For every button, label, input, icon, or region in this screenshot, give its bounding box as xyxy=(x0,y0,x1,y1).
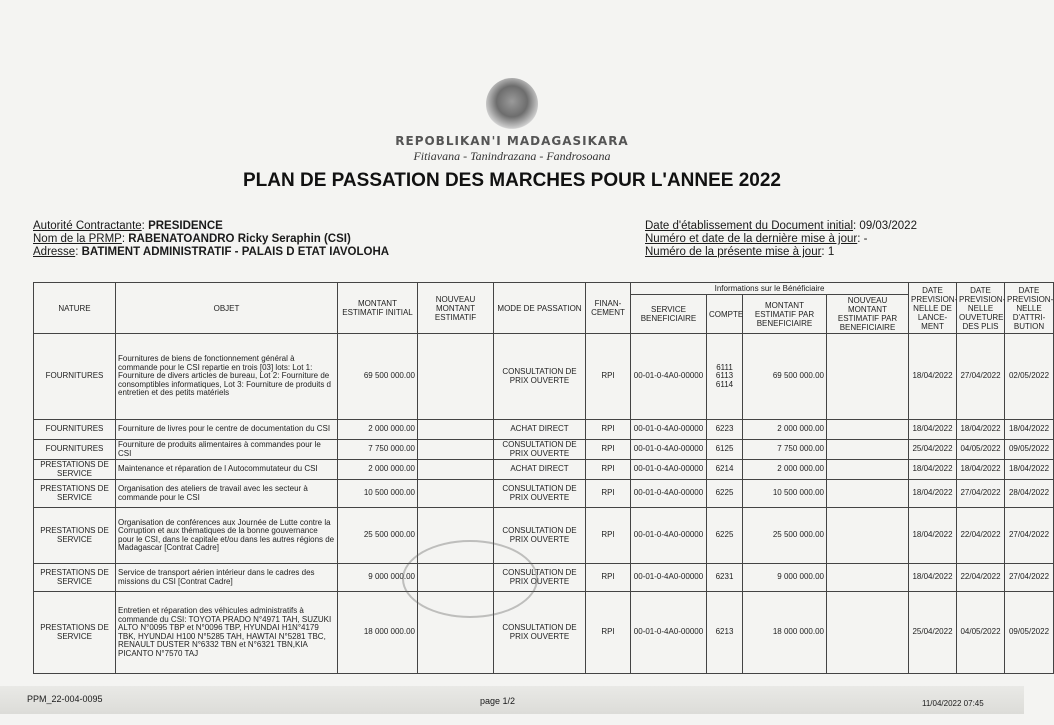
header-info-group: Informations sur le Bénéficiaire xyxy=(631,283,909,295)
cell-objet: Entretien et réparation des véhicules administratifs à commande du CSI: TOYOTA PRADO N°4971 TAH, SUZUKI ALTO N°0095 TBP et N°0096 TBP, HYUNDAI H1N°4179 TBK, HYUNDAI H100 N°5285 TAH, HAWTAI N°5281 TBC, RENAULT DUSTER N°6332 TBN et N°6321 TBN,KIA PICANTO N°7570 TAJ xyxy=(116,592,338,674)
cell-montant-benef: 7 750 000.00 xyxy=(743,440,827,460)
cell-mode: CONSULTATION DE PRIX OUVERTE xyxy=(494,508,586,564)
adresse-line: Adresse: BATIMENT ADMINISTRATIF - PALAIS D ETAT IAVOLOHA xyxy=(33,246,390,258)
table-row xyxy=(34,480,1054,508)
cell-montant-benef: 2 000 000.00 xyxy=(743,420,827,440)
cell-nature: PRESTATIONS DE SERVICE xyxy=(34,480,116,508)
cell-attribution: 02/05/2022 xyxy=(1005,334,1054,420)
header-objet: OBJET xyxy=(116,283,338,334)
cell-ouverture: 18/04/2022 xyxy=(957,420,1005,440)
cell-ouverture: 18/04/2022 xyxy=(957,460,1005,480)
adresse-value: BATIMENT ADMINISTRATIF - PALAIS D ETAT IAVOLOHA xyxy=(81,246,390,258)
header-mode: MODE DE PASSATION xyxy=(494,283,586,334)
cell-service: 00-01-0-4A0-00000 xyxy=(631,592,707,674)
print-timestamp: 11/04/2022 07:45 xyxy=(922,699,984,708)
cell-nouveau-benef xyxy=(827,564,909,592)
cell-compte: 6111 6113 6114 xyxy=(707,334,743,420)
page-title: PLAN DE PASSATION DES MARCHES POUR L'ANNEE 2022 xyxy=(242,170,781,191)
cell-montant: 10 500 000.00 xyxy=(338,480,418,508)
cell-financement: RPI xyxy=(586,460,631,480)
cell-compte: 6223 xyxy=(707,420,743,440)
header-montant: MONTANT ESTIMATIF INITIAL xyxy=(338,283,418,334)
cell-financement: RPI xyxy=(586,420,631,440)
cell-nature: PRESTATIONS DE SERVICE xyxy=(34,508,116,564)
procurement-table xyxy=(33,282,1054,674)
table-body xyxy=(34,334,1054,674)
prmp-value: RABENATOANDRO Ricky Seraphin (CSI) xyxy=(128,233,351,245)
cell-nature: PRESTATIONS DE SERVICE xyxy=(34,592,116,674)
date-value: 09/03/2022 xyxy=(859,220,917,232)
cell-ouverture: 04/05/2022 xyxy=(957,592,1005,674)
date-line: Date d'établissement du Document initial: 09/03/2022 xyxy=(645,220,917,232)
cell-service: 00-01-0-4A0-00000 xyxy=(631,460,707,480)
cell-montant-benef: 10 500 000.00 xyxy=(743,480,827,508)
cell-service: 00-01-0-4A0-00000 xyxy=(631,334,707,420)
national-emblem-icon xyxy=(486,78,538,130)
cell-nouveau-benef xyxy=(827,592,909,674)
cell-lancement: 18/04/2022 xyxy=(909,564,957,592)
cell-lancement: 25/04/2022 xyxy=(909,592,957,674)
cell-montant: 69 500 000.00 xyxy=(338,334,418,420)
header-nouveau: NOUVEAU MONTANT ESTIMATIF xyxy=(418,283,494,334)
header-service: SERVICE BENEFICIAIRE xyxy=(631,295,707,334)
cell-financement: RPI xyxy=(586,480,631,508)
cell-service: 00-01-0-4A0-00000 xyxy=(631,480,707,508)
header-financement: FINAN- CEMENT xyxy=(586,283,631,334)
cell-compte: 6225 xyxy=(707,508,743,564)
prmp-line: Nom de la PRMP: RABENATOANDRO Ricky Seraphin (CSI) xyxy=(33,233,351,245)
cell-ouverture: 22/04/2022 xyxy=(957,564,1005,592)
maj-value: - xyxy=(863,233,868,245)
cell-nouveau-benef xyxy=(827,440,909,460)
cell-objet: Organisation de conférences aux Journée de Lutte contre la Corruption et aux thématiques de la bonne gouvernance pour le CSI, dans le capitale et/ou dans les autres régions de Madagascar [Contrat Cadre] xyxy=(116,508,338,564)
cell-nouveau-benef xyxy=(827,334,909,420)
cell-mode: CONSULTATION DE PRIX OUVERTE xyxy=(494,564,586,592)
cell-attribution: 09/05/2022 xyxy=(1005,440,1054,460)
cell-attribution: 09/05/2022 xyxy=(1005,592,1054,674)
header-compte: COMPTE xyxy=(707,295,743,334)
header-nouveau-benef: NOUVEAU MONTANT ESTIMATIF PAR BENEFICIAIRE xyxy=(827,295,909,334)
cell-montant: 25 500 000.00 xyxy=(338,508,418,564)
cell-montant: 2 000 000.00 xyxy=(338,460,418,480)
cell-financement: RPI xyxy=(586,564,631,592)
present-label: Numéro de la présente mise à jour xyxy=(645,246,822,258)
table-row xyxy=(34,564,1054,592)
cell-financement: RPI xyxy=(586,508,631,564)
cell-financement: RPI xyxy=(586,440,631,460)
date-label: Date d'établissement du Document initial xyxy=(645,220,854,232)
adresse-label: Adresse xyxy=(33,246,76,258)
cell-nouveau xyxy=(418,440,494,460)
cell-montant: 2 000 000.00 xyxy=(338,420,418,440)
autorite-value: PRESIDENCE xyxy=(148,220,223,232)
cell-montant-benef: 18 000 000.00 xyxy=(743,592,827,674)
cell-objet: Organisation des ateliers de travail avec les secteur à commande pour le CSI xyxy=(116,480,338,508)
cell-montant-benef: 69 500 000.00 xyxy=(743,334,827,420)
table-header xyxy=(34,283,1054,334)
official-stamp xyxy=(402,540,538,618)
cell-ouverture: 27/04/2022 xyxy=(957,480,1005,508)
cell-lancement: 18/04/2022 xyxy=(909,334,957,420)
present-value: 1 xyxy=(827,246,835,258)
present-line: Numéro de la présente mise à jour: 1 xyxy=(645,246,835,258)
table-row xyxy=(34,460,1054,480)
cell-attribution: 18/04/2022 xyxy=(1005,460,1054,480)
cell-montant: 7 750 000.00 xyxy=(338,440,418,460)
cell-mode: CONSULTATION DE PRIX OUVERTE xyxy=(494,334,586,420)
cell-mode: CONSULTATION DE PRIX OUVERTE xyxy=(494,592,586,674)
cell-service: 00-01-0-4A0-00000 xyxy=(631,440,707,460)
table-row xyxy=(34,440,1054,460)
header-nature: NATURE xyxy=(34,283,116,334)
cell-objet: Fournitures de biens de fonctionnement général à commande pour le CSI repartie en trois [03] lots: Lot 1: Fourniture de divers articles de bureau, Lot 2: Fourniture de consomptibles informatiques, Lot 3: Fourniture de produits d entretien et des petits matériels xyxy=(116,334,338,420)
maj-label: Numéro et date de la dernière mise à jour xyxy=(645,233,858,245)
autorite-line: Autorité Contractante: PRESIDENCE xyxy=(33,220,223,232)
cell-service: 00-01-0-4A0-00000 xyxy=(631,420,707,440)
cell-financement: RPI xyxy=(586,334,631,420)
cell-montant-benef: 25 500 000.00 xyxy=(743,508,827,564)
cell-nature: FOURNITURES xyxy=(34,420,116,440)
cell-nouveau-benef xyxy=(827,480,909,508)
cell-mode: CONSULTATION DE PRIX OUVERTE xyxy=(494,480,586,508)
cell-montant-benef: 9 000 000.00 xyxy=(743,564,827,592)
cell-mode: ACHAT DIRECT xyxy=(494,420,586,440)
cell-nouveau-benef xyxy=(827,508,909,564)
table-row xyxy=(34,592,1054,674)
cell-attribution: 27/04/2022 xyxy=(1005,564,1054,592)
cell-objet: Fourniture de livres pour le centre de documentation du CSI xyxy=(116,420,338,440)
cell-service: 00-01-0-4A0-00000 xyxy=(631,564,707,592)
table-row xyxy=(34,508,1054,564)
cell-nouveau-benef xyxy=(827,420,909,440)
header-date-attribution: DATE PREVISION- NELLE D'ATTRI- BUTION xyxy=(1005,283,1054,334)
cell-ouverture: 04/05/2022 xyxy=(957,440,1005,460)
cell-montant: 9 000 000.00 xyxy=(338,564,418,592)
table-row xyxy=(34,334,1054,420)
cell-compte: 6231 xyxy=(707,564,743,592)
header-date-lancement: DATE PREVISION- NELLE DE LANCE- MENT xyxy=(909,283,957,334)
cell-attribution: 27/04/2022 xyxy=(1005,508,1054,564)
cell-lancement: 25/04/2022 xyxy=(909,440,957,460)
cell-attribution: 28/04/2022 xyxy=(1005,480,1054,508)
cell-nouveau xyxy=(418,460,494,480)
meta-left xyxy=(33,220,389,259)
meta-right xyxy=(645,220,917,259)
cell-compte: 6213 xyxy=(707,592,743,674)
cell-compte: 6214 xyxy=(707,460,743,480)
page-number: page 1/2 xyxy=(480,696,516,706)
cell-mode: ACHAT DIRECT xyxy=(494,460,586,480)
cell-montant-benef: 2 000 000.00 xyxy=(743,460,827,480)
cell-objet: Fourniture de produits alimentaires à commandes pour le CSI xyxy=(116,440,338,460)
cell-lancement: 18/04/2022 xyxy=(909,420,957,440)
maj-line: Numéro et date de la dernière mise à jour: - xyxy=(645,233,868,245)
republic-name: REPOBLIKAN'I MADAGASIKARA xyxy=(395,134,629,148)
cell-objet: Service de transport aérien intérieur dans le cadres des missions du CSI [Contrat Cadre] xyxy=(116,564,338,592)
autorite-label: Autorité Contractante xyxy=(33,220,142,232)
header-montant-benef: MONTANT ESTIMATIF PAR BENEFICIAIRE xyxy=(743,295,827,334)
cell-nature: PRESTATIONS DE SERVICE xyxy=(34,460,116,480)
national-motto: Fitiavana - Tanindrazana - Fandrosoana xyxy=(413,149,611,163)
prmp-label: Nom de la PRMP xyxy=(33,233,122,245)
cell-nouveau xyxy=(418,480,494,508)
cell-nature: FOURNITURES xyxy=(34,440,116,460)
cell-ouverture: 22/04/2022 xyxy=(957,508,1005,564)
cell-lancement: 18/04/2022 xyxy=(909,508,957,564)
cell-lancement: 18/04/2022 xyxy=(909,460,957,480)
cell-nouveau xyxy=(418,334,494,420)
cell-ouverture: 27/04/2022 xyxy=(957,334,1005,420)
document-reference: PPM_22-004-0095 xyxy=(27,694,103,704)
cell-attribution: 18/04/2022 xyxy=(1005,420,1054,440)
cell-nouveau xyxy=(418,420,494,440)
cell-lancement: 18/04/2022 xyxy=(909,480,957,508)
cell-nouveau-benef xyxy=(827,460,909,480)
cell-compte: 6125 xyxy=(707,440,743,460)
cell-compte: 6225 xyxy=(707,480,743,508)
cell-objet: Maintenance et réparation de l Autocommutateur du CSI xyxy=(116,460,338,480)
header-date-ouverture: DATE PREVISION- NELLE OUVETURE DES PLIS xyxy=(957,283,1005,334)
cell-montant: 18 000 000.00 xyxy=(338,592,418,674)
cell-nature: FOURNITURES xyxy=(34,334,116,420)
cell-mode: CONSULTATION DE PRIX OUVERTE xyxy=(494,440,586,460)
cell-financement: RPI xyxy=(586,592,631,674)
cell-nature: PRESTATIONS DE SERVICE xyxy=(34,564,116,592)
table-row xyxy=(34,420,1054,440)
cell-service: 00-01-0-4A0-00000 xyxy=(631,508,707,564)
